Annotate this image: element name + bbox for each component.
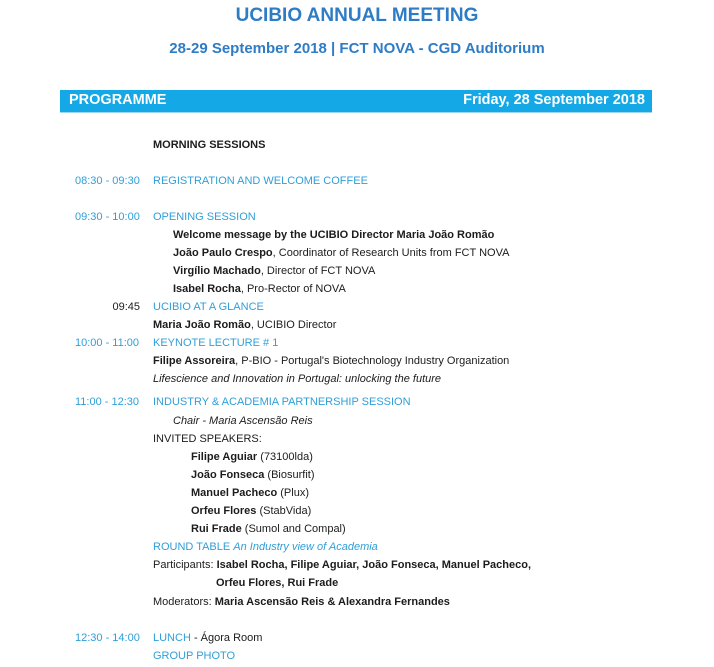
meeting-title: UCIBIO ANNUAL MEETING — [235, 5, 479, 26]
group-photo: GROUP PHOTO — [153, 650, 236, 662]
speaker-name: Orfeu Flores — [191, 505, 257, 517]
industry-time: 11:00 - 12:30 — [75, 396, 140, 408]
speaker-org: (73100lda) — [257, 451, 313, 463]
speaker-name: João Fonseca — [191, 469, 265, 481]
speaker-crespo — [173, 246, 509, 260]
speaker-name: João Paulo Crespo — [173, 247, 273, 259]
speaker-machado — [173, 264, 375, 278]
keynote-time: 10:00 - 11:00 — [75, 337, 140, 349]
opening-title: OPENING SESSION — [153, 211, 256, 223]
speaker-org: (StabVida) — [256, 505, 312, 517]
invited-speaker — [191, 486, 309, 500]
round-table-topic: An Industry view of Academia — [233, 541, 378, 553]
lunch-time: 12:30 - 14:00 — [75, 632, 140, 644]
speaker-name: Filipe Aguiar — [191, 451, 258, 463]
invited-speaker — [191, 504, 311, 518]
lunch — [153, 631, 262, 645]
glance-time: 09:45 — [112, 301, 140, 313]
speaker-name: Virgílio Machado — [173, 265, 261, 277]
participants-names: Isabel Rocha, Filipe Aguiar, João Fonseca, Manuel Pacheco, — [216, 559, 532, 571]
moderators-names: Maria Ascensão Reis & Alexandra Fernandes — [214, 596, 450, 608]
registration-time: 08:30 - 09:30 — [75, 175, 140, 187]
keynote-talk-title: Lifescience and Innovation in Portugal: unlocking the future — [153, 373, 442, 385]
participants-names-cont: Orfeu Flores, Rui Frade — [216, 577, 339, 589]
opening-time: 09:30 - 10:00 — [75, 211, 140, 223]
speaker-name: Filipe Assoreira — [153, 355, 236, 367]
speaker-name: Maria João Romão — [153, 319, 251, 331]
glance-speaker — [153, 318, 336, 332]
meeting-date-venue: 28-29 September 2018 | FCT NOVA - CGD Auditorium — [169, 40, 545, 57]
programme-bar — [60, 90, 652, 112]
speaker-role: , P-BIO - Portugal's Biotechnology Industry Organization — [235, 355, 510, 367]
moderators-label: Moderators: — [153, 596, 215, 608]
morning-sessions-heading: MORNING SESSIONS — [153, 139, 266, 151]
speaker-org: (Plux) — [277, 487, 309, 499]
lunch-place: - Ágora Room — [190, 632, 263, 644]
speaker-role: , UCIBIO Director — [250, 319, 337, 331]
invited-speakers-label: INVITED SPEAKERS: — [153, 433, 262, 445]
programme-day: Friday, 28 September 2018 — [463, 92, 645, 108]
industry-title: INDUSTRY & ACADEMIA PARTNERSHIP SESSION — [153, 396, 411, 408]
keynote-title: KEYNOTE LECTURE # 1 — [153, 337, 279, 349]
registration-title: REGISTRATION AND WELCOME COFFEE — [153, 175, 368, 187]
speaker-org: (Sumol and Compal) — [241, 523, 346, 535]
speaker-name: Manuel Pacheco — [191, 487, 278, 499]
speaker-org: (Biosurfit) — [264, 469, 315, 481]
round-table — [153, 540, 378, 554]
speaker-rocha — [173, 282, 346, 296]
speaker-role: , Pro-Rector of NOVA — [240, 283, 346, 295]
keynote-speaker — [153, 354, 509, 368]
industry-chair: Chair - Maria Ascensão Reis — [173, 415, 313, 427]
speaker-role: , Director of FCT NOVA — [260, 265, 376, 277]
invited-speaker — [191, 522, 346, 536]
speaker-name: Isabel Rocha — [173, 283, 241, 295]
lunch-title: LUNCH — [153, 632, 191, 644]
glance-title: UCIBIO AT A GLANCE — [153, 301, 264, 313]
participants-line — [153, 558, 531, 572]
invited-speaker — [191, 468, 314, 482]
participants-label: Participants: — [153, 559, 217, 571]
round-table-label: ROUND TABLE — [153, 541, 231, 553]
speaker-role: , Coordinator of Research Units from FCT NOVA — [272, 247, 510, 259]
divider — [60, 112, 652, 113]
invited-speaker — [191, 450, 313, 464]
moderators-line — [153, 595, 450, 609]
speaker-name: Rui Frade — [191, 523, 242, 535]
welcome-message: Welcome message by the UCIBIO Director Maria João Romão — [173, 229, 495, 241]
programme-label: PROGRAMME — [69, 92, 167, 108]
